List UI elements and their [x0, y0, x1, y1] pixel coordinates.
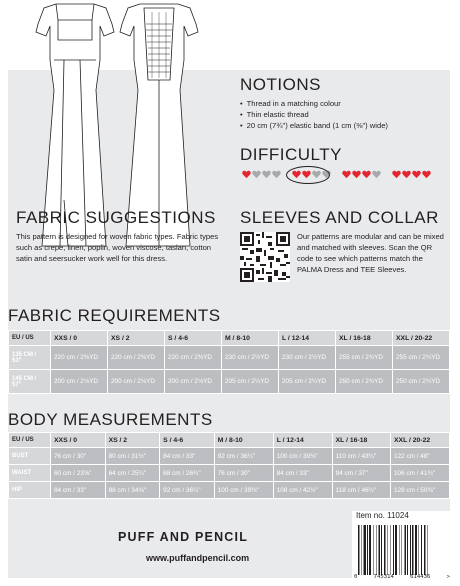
- barcode-bar: [369, 525, 371, 575]
- table-cell: 88 cm / 34⅝": [105, 482, 160, 499]
- table-cell: 100 cm / 39⅜": [273, 448, 332, 465]
- qr-code[interactable]: [240, 232, 290, 282]
- size-header: XS / 2: [108, 331, 165, 346]
- heart-filled-icon: [412, 170, 421, 179]
- barcode: [356, 525, 446, 575]
- table-cell: 230 cm / 2½YD: [279, 346, 336, 370]
- barcode-bar: [421, 525, 422, 575]
- table-cell: 128 cm / 50⅜": [391, 482, 450, 499]
- barcode-bar: [373, 525, 374, 575]
- table-cell: 80 cm / 31½": [105, 448, 160, 465]
- size-header: M / 8-10: [214, 433, 273, 448]
- difficulty-level-1: [242, 170, 281, 182]
- selected-difficulty-ring: [286, 166, 330, 184]
- table-cell: 250 cm / 2¾YD: [393, 370, 450, 394]
- item-number: Item no. 11024: [356, 511, 409, 520]
- barcode-bar: [358, 525, 360, 575]
- heart-empty-icon: [252, 170, 261, 179]
- table-cell: 84 cm / 33": [51, 482, 106, 499]
- table-row: [9, 370, 450, 394]
- fabric-requirements-table: [8, 330, 450, 394]
- barcode-bar: [395, 525, 397, 575]
- table-cell: 200 cm / 2⅛YD: [165, 370, 222, 394]
- table-cell: 200 cm / 2⅛YD: [108, 370, 165, 394]
- table-cell: 118 cm / 46½": [332, 482, 390, 499]
- size-header: L / 12-14: [273, 433, 332, 448]
- notions-heading: NOTIONS: [240, 75, 321, 94]
- table-cell: 92 cm / 36¼": [160, 482, 215, 499]
- barcode-bar: [367, 525, 368, 575]
- table-row: [9, 346, 450, 370]
- barcode-digit-group: >: [446, 574, 450, 580]
- barcode-area: [352, 511, 450, 586]
- size-header: XXS / 0: [51, 331, 108, 346]
- heart-filled-icon: [362, 170, 371, 179]
- row-label: 135 CM / 53": [9, 346, 51, 370]
- barcode-bar: [381, 525, 382, 575]
- barcode-digits: [354, 574, 450, 580]
- table-cell: 110 cm / 43¼": [332, 448, 390, 465]
- size-header: L / 12-14: [279, 331, 336, 346]
- table-row: [9, 448, 450, 465]
- row-label: HIP: [9, 482, 51, 499]
- table-cell: 76 cm / 30": [51, 448, 106, 465]
- table-cell: 220 cm / 2⅜YD: [51, 346, 108, 370]
- fabric-suggestions-heading: FABRIC SUGGESTIONS: [16, 208, 216, 227]
- size-header: XL / 16-18: [332, 433, 390, 448]
- barcode-bar: [415, 525, 417, 575]
- sleeves-collar-text: Our patterns are modular and can be mixed and matched with sleeves. Scan the QR code to see which patterns match the PALMA Dress and TEE Sleeves.: [297, 232, 444, 274]
- table-cell: 94 cm / 37": [332, 465, 390, 482]
- table-cell: 84 cm / 33": [273, 465, 332, 482]
- table-cell: 64 cm / 25¼": [105, 465, 160, 482]
- notion-item: • 20 cm (7¾") elastic band (1 cm (⅜") wide): [240, 120, 450, 131]
- barcode-bar: [410, 525, 411, 575]
- notion-item: • Thin elastic thread: [240, 109, 450, 120]
- size-header: XL / 16-18: [336, 331, 393, 346]
- row-label: WAIST: [9, 465, 51, 482]
- notion-item: • Thread in a matching colour: [240, 98, 450, 109]
- barcode-digit-group: 614436: [410, 574, 431, 580]
- table-cell: 106 cm / 41¾": [391, 465, 450, 482]
- barcode-bar: [418, 525, 419, 575]
- barcode-bar: [412, 525, 414, 575]
- website-link[interactable]: www.puffandpencil.com: [146, 553, 250, 563]
- heart-filled-icon: [342, 170, 351, 179]
- table-corner: EU / US: [9, 331, 51, 346]
- barcode-digit-group: 0: [354, 574, 358, 580]
- difficulty-level-4: [392, 170, 431, 182]
- table-header-row: [9, 331, 450, 346]
- notions-list: [240, 98, 450, 131]
- table-header-row: [9, 433, 450, 448]
- fabric-requirements-heading: FABRIC REQUIREMENTS: [8, 306, 221, 325]
- sleeves-collar-heading: SLEEVES AND COLLAR: [240, 208, 439, 227]
- size-header: XXL / 20-22: [393, 331, 450, 346]
- table-cell: 122 cm / 48": [391, 448, 450, 465]
- table-cell: 76 cm / 30": [214, 465, 273, 482]
- heart-empty-icon: [372, 170, 381, 179]
- barcode-bar: [401, 525, 402, 575]
- barcode-digit-group: 745314: [373, 574, 394, 580]
- table-cell: 108 cm / 42½": [273, 482, 332, 499]
- barcode-bar: [424, 525, 426, 575]
- table-row: [9, 482, 450, 499]
- row-label: 145 CM / 57": [9, 370, 51, 394]
- difficulty-rating: [240, 168, 450, 184]
- table-cell: 255 cm / 2¾YD: [393, 346, 450, 370]
- table-cell: 100 cm / 39⅜": [214, 482, 273, 499]
- barcode-bar: [407, 525, 408, 575]
- table-cell: 92 cm / 36¼": [214, 448, 273, 465]
- heart-filled-icon: [402, 170, 411, 179]
- barcode-bar: [399, 525, 400, 575]
- brand-name: PUFF AND PENCIL: [118, 530, 249, 544]
- barcode-bar: [404, 525, 406, 575]
- heart-filled-icon: [242, 170, 251, 179]
- table-cell: 205 cm / 2¼YD: [222, 370, 279, 394]
- table-cell: 220 cm / 2⅜YD: [108, 346, 165, 370]
- table-cell: 68 cm / 26¾": [160, 465, 215, 482]
- heart-empty-icon: [262, 170, 271, 179]
- difficulty-level-3: [342, 170, 381, 182]
- fabric-suggestions-text: This pattern is designed for woven fabric types. Fabric types such as crepe, linen, poplin, woven viscose, taslan, cotton satin and seersucker work well for this dress.: [16, 232, 219, 263]
- size-header: S / 4-6: [160, 433, 215, 448]
- barcode-bar: [427, 525, 428, 575]
- table-cell: 84 cm / 33": [160, 448, 215, 465]
- heart-empty-icon: [272, 170, 281, 179]
- barcode-bar: [393, 525, 394, 575]
- barcode-bar: [387, 525, 388, 575]
- table-row: [9, 465, 450, 482]
- size-header: XS / 2: [105, 433, 160, 448]
- barcode-bar: [390, 525, 391, 575]
- heart-filled-icon: [352, 170, 361, 179]
- table-cell: 205 cm / 2¼YD: [279, 370, 336, 394]
- table-corner: EU / US: [9, 433, 51, 448]
- body-measurements-table: [8, 432, 450, 499]
- body-measurements-heading: BODY MEASUREMENTS: [8, 410, 213, 429]
- size-header: S / 4-6: [165, 331, 222, 346]
- barcode-bar: [361, 525, 362, 575]
- barcode-bar: [378, 525, 380, 575]
- heart-filled-icon: [392, 170, 401, 179]
- table-cell: 200 cm / 2⅛YD: [51, 370, 108, 394]
- table-cell: 255 cm / 2¾YD: [336, 346, 393, 370]
- table-cell: 230 cm / 2½YD: [222, 346, 279, 370]
- table-cell: 60 cm / 23⅝": [51, 465, 106, 482]
- barcode-bar: [364, 525, 366, 575]
- difficulty-heading: DIFFICULTY: [240, 145, 342, 164]
- size-header: XXL / 20-22: [391, 433, 450, 448]
- barcode-bar: [376, 525, 377, 575]
- size-header: M / 8-10: [222, 331, 279, 346]
- barcode-bar: [384, 525, 386, 575]
- size-header: XXS / 0: [51, 433, 106, 448]
- table-cell: 220 cm / 2⅜YD: [165, 346, 222, 370]
- table-cell: 250 cm / 2¾YD: [336, 370, 393, 394]
- row-label: BUST: [9, 448, 51, 465]
- heart-filled-icon: [422, 170, 431, 179]
